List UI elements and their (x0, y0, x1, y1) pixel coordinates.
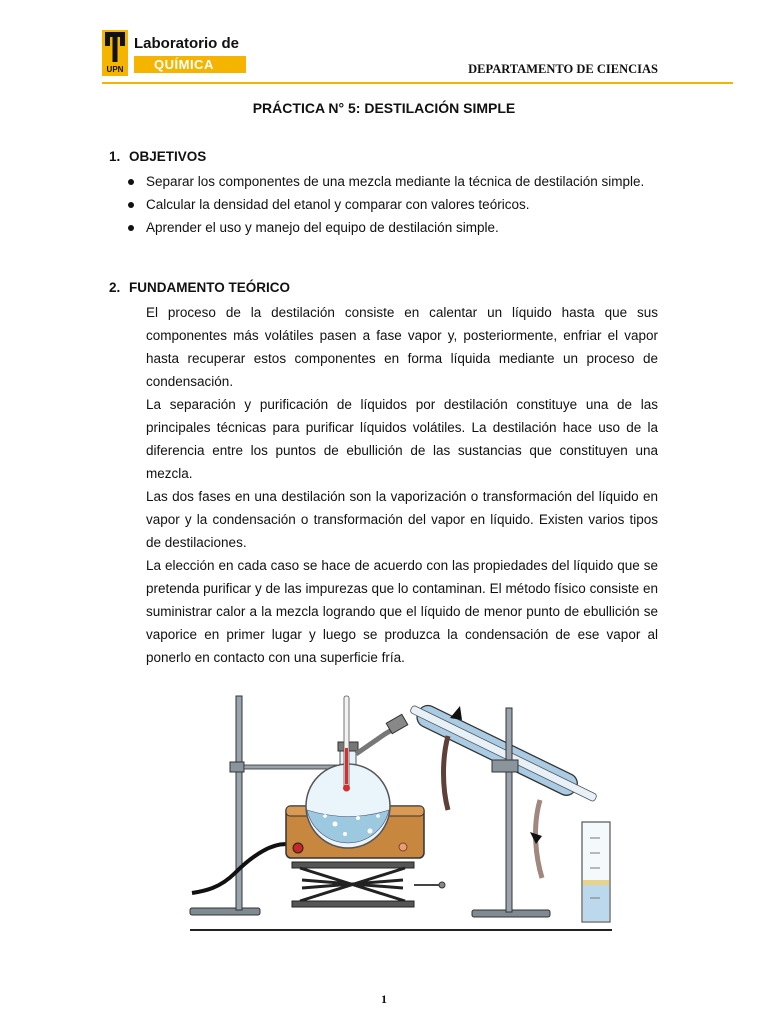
department-label: DEPARTAMENTO DE CIENCIAS (468, 62, 658, 76)
objectives-list (128, 170, 648, 239)
section-number: 1. (109, 149, 121, 164)
page-title: PRÁCTICA N° 5: DESTILACIÓN SIMPLE (252, 100, 516, 116)
distillation-apparatus-illustration (180, 688, 630, 938)
section-heading-objetivos (109, 149, 206, 164)
paragraph: La separación y purificación de líquidos por destilación constituye una de las principales técnicas para purificar líquidos volátiles. La destilación hace uso de la diferencia entre los puntos de ebullición de las sustancias que constituyen una mezcla. (146, 397, 658, 481)
logo-line1: Laboratorio de (134, 35, 240, 52)
lab-logo (102, 30, 252, 78)
paragraph: El proceso de la destilación consiste en calentar un líquido hasta que sus componentes más volátiles pasen a fase vapor y, posteriormente, enfriar el vapor hasta recuperar estos componentes en forma líquida mediante un proceso de condensación. (146, 305, 658, 389)
list-item: Aprender el uso y manejo del equipo de destilación simple. (128, 216, 648, 239)
fundamento-text (146, 301, 658, 669)
logo-line2: QUÍMICA (154, 57, 214, 72)
list-item: Calcular la densidad del etanol y comparar con valores teóricos. (128, 193, 648, 216)
paragraph: Las dos fases en una destilación son la vaporización o transformación del líquido en vapor y la condensación o transformación del vapor en líquido. Existen varios tipos de destilaciones. (146, 489, 658, 550)
section-title: OBJETIVOS (129, 149, 207, 164)
upn-logo-icon (102, 30, 128, 76)
paragraph: La elección en cada caso se hace de acuerdo con las propiedades del líquido que se pretenda purificar y de las impurezas que lo contaminan. El método físico consiste en suministrar calor a la mezcla logrando que el líquido de menor punto de ebullición se vaporice en primer lugar y luego se produzca la condensación de ese vapor al ponerlo en contacto con una superficie fría. (146, 558, 658, 665)
logo-quimica-bar (134, 56, 246, 73)
header-divider (102, 82, 733, 84)
section-title: FUNDAMENTO TEÓRICO (129, 280, 290, 295)
page-number: 1 (381, 992, 387, 1006)
bullet-icon (128, 179, 134, 185)
bullet-icon (128, 225, 134, 231)
section-heading-fundamento (109, 280, 290, 295)
svg-text:UPN: UPN (106, 65, 124, 74)
section-number: 2. (109, 280, 121, 295)
bullet-icon (128, 202, 134, 208)
list-item: Separar los componentes de una mezcla mediante la técnica de destilación simple. (128, 170, 648, 193)
